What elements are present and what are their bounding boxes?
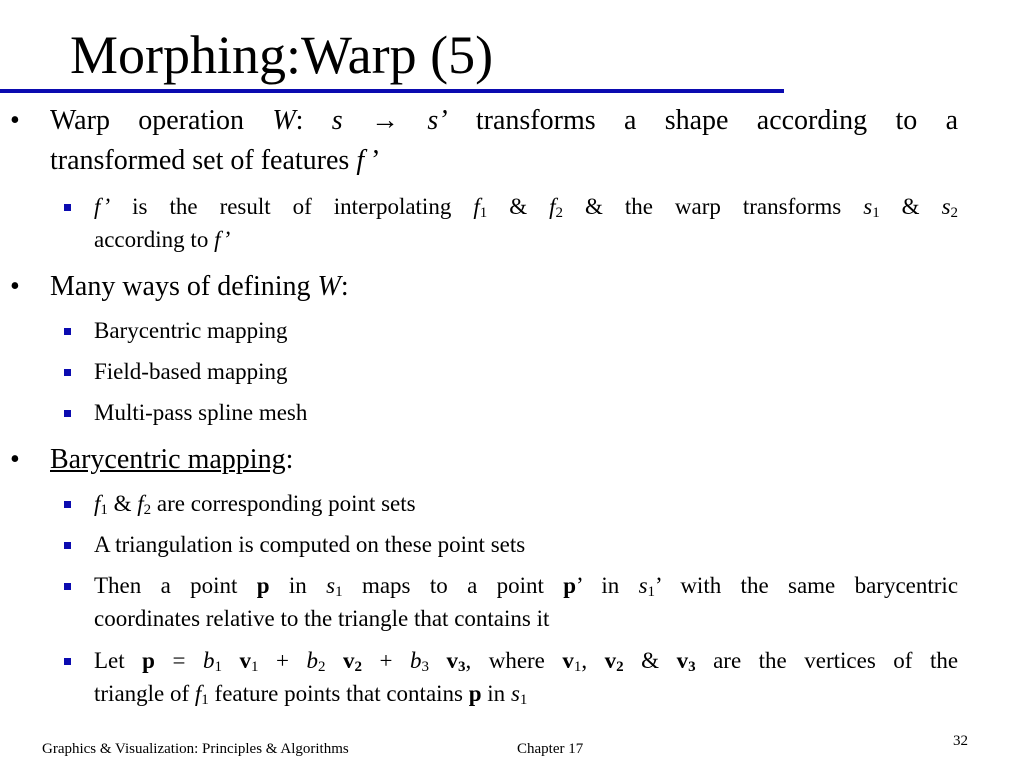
symbol-v: v: [325, 648, 355, 673]
slide-title: Morphing:Warp (5): [70, 25, 494, 85]
symbol-b: b: [202, 648, 215, 673]
symbol-b: b: [306, 648, 318, 673]
symbol-f: f: [356, 145, 365, 176]
symbol-s: s: [941, 194, 951, 219]
text: Barycentric mapping: [94, 318, 288, 343]
subscript: 1: [647, 584, 656, 600]
text: A triangulation is computed on these point sets: [94, 532, 526, 557]
subscript: 1: [872, 205, 880, 221]
symbol-v: v: [562, 648, 574, 673]
square-bullet-icon: [64, 204, 71, 211]
text: :: [295, 105, 332, 136]
underlined-heading: Barycentric mapping: [50, 444, 286, 475]
text: & the warp transforms: [562, 194, 864, 219]
bullet-line: [94, 677, 958, 710]
symbol-v: v: [428, 648, 458, 673]
symbol-s-prime: s’: [427, 105, 448, 136]
subscript: 3: [457, 659, 466, 675]
subscript: 1: [335, 584, 343, 600]
text: &: [107, 491, 138, 516]
subscript: 1: [201, 692, 209, 708]
symbol-v: v: [221, 648, 251, 673]
symbol-s: s: [326, 573, 336, 598]
symbol-f: f: [473, 194, 480, 219]
text: Warp operation: [50, 105, 273, 136]
footer-chapter: Chapter 17: [517, 741, 584, 757]
square-bullet-icon: [64, 583, 71, 590]
sub-bullet-point-mapping: [94, 569, 958, 635]
symbol-f-prime: f’: [214, 227, 231, 252]
arrow-symbol: →: [342, 105, 428, 136]
symbol-p: p: [256, 573, 270, 598]
text: Many ways of defining: [50, 271, 318, 302]
subscript: 1: [573, 659, 582, 675]
text: transformed set of features: [50, 145, 357, 176]
text: :: [340, 271, 349, 302]
text: +: [258, 648, 307, 673]
symbol-p: p: [563, 573, 577, 598]
square-bullet-icon: [64, 410, 71, 417]
symbol-s: s: [638, 573, 648, 598]
text: feature points that contains: [208, 681, 469, 706]
sub-bullet-barycentric: [94, 314, 958, 347]
text: in: [269, 573, 327, 598]
subscript: 1: [250, 659, 259, 675]
text: &: [487, 194, 550, 219]
text: Let: [94, 648, 143, 673]
sub-bullet-let-p: [94, 644, 958, 710]
symbol-f: f: [137, 491, 144, 516]
text: according to: [94, 227, 215, 252]
symbol-p: p: [468, 681, 482, 706]
subscript: 1: [519, 692, 528, 708]
symbol-f: f: [194, 681, 202, 706]
bullet-line: [50, 141, 958, 181]
sub-bullet-triangulation: [94, 528, 958, 561]
symbol-s: s: [510, 681, 520, 706]
symbol-v: v: [604, 648, 617, 673]
subscript: 3: [688, 659, 696, 675]
text: ,: [581, 648, 605, 673]
text: transforms a shape according to a: [447, 105, 959, 136]
symbol-s: s: [863, 194, 873, 219]
subscript: 2: [317, 659, 326, 675]
footer-book-title: Graphics & Visualization: Principles & Algorithms: [42, 741, 349, 757]
symbol-W: W: [272, 105, 296, 136]
text: ’ with the same barycentric: [655, 573, 959, 598]
text: =: [154, 648, 203, 673]
bullet-line: [94, 602, 958, 635]
bullet-line: [50, 440, 958, 480]
text: triangle of: [94, 681, 195, 706]
text: are corresponding point sets: [151, 491, 416, 516]
round-bullet-icon: •: [10, 271, 20, 302]
sub-bullet-spline-mesh: [94, 396, 958, 429]
square-bullet-icon: [64, 328, 71, 335]
title-underline-rule: [0, 89, 784, 93]
bullet-barycentric-mapping: [10, 440, 958, 480]
text: Field-based mapping: [94, 359, 288, 384]
bullet-line: [94, 569, 958, 602]
square-bullet-icon: [64, 501, 71, 508]
subscript: 1: [214, 659, 222, 675]
subscript: 2: [354, 659, 362, 675]
bullet-warp-operation: [10, 101, 959, 181]
symbol-v: v: [676, 648, 689, 673]
round-bullet-icon: •: [10, 105, 20, 136]
bullet-line: [50, 267, 958, 307]
bullet-line: [94, 223, 958, 256]
text: Multi-pass spline mesh: [94, 400, 308, 425]
text: are the vertices of the: [695, 648, 959, 673]
subscript: 2: [555, 205, 563, 221]
bullet-many-ways: [10, 267, 958, 307]
text: ’ in: [576, 573, 639, 598]
symbol-f-prime: f’: [94, 194, 111, 219]
text: , where: [465, 648, 563, 673]
text: &: [623, 648, 677, 673]
text: coordinates relative to the triangle that contains it: [94, 606, 550, 631]
bullet-line: [94, 190, 958, 223]
square-bullet-icon: [64, 658, 71, 665]
symbol-p: p: [142, 648, 155, 673]
page-number: 32: [953, 733, 968, 749]
symbol-W: W: [317, 271, 341, 302]
round-bullet-icon: •: [10, 444, 20, 475]
sub-bullet-point-sets: [94, 487, 958, 520]
text: maps to a point: [342, 573, 564, 598]
symbol-s: s: [331, 105, 343, 136]
bullet-line: [50, 101, 958, 141]
text: :: [285, 444, 294, 475]
subscript: 2: [143, 502, 152, 518]
text: &: [879, 194, 942, 219]
text: Then a point: [94, 573, 257, 598]
text: +: [361, 648, 410, 673]
subscript: 2: [616, 659, 624, 675]
text: is the result of interpolating: [110, 194, 474, 219]
symbol-b: b: [409, 648, 422, 673]
sub-bullet-interpolation: [94, 190, 958, 256]
text: ’: [364, 145, 381, 176]
symbol-f: f: [549, 194, 556, 219]
square-bullet-icon: [64, 369, 71, 376]
sub-bullet-field-based: [94, 355, 958, 388]
square-bullet-icon: [64, 542, 71, 549]
subscript: 1: [100, 502, 108, 518]
symbol-f: f: [94, 491, 101, 516]
subscript: 3: [421, 659, 429, 675]
bullet-line: [94, 644, 958, 677]
text: in: [481, 681, 511, 706]
subscript: 1: [479, 205, 488, 221]
subscript: 2: [950, 205, 959, 221]
